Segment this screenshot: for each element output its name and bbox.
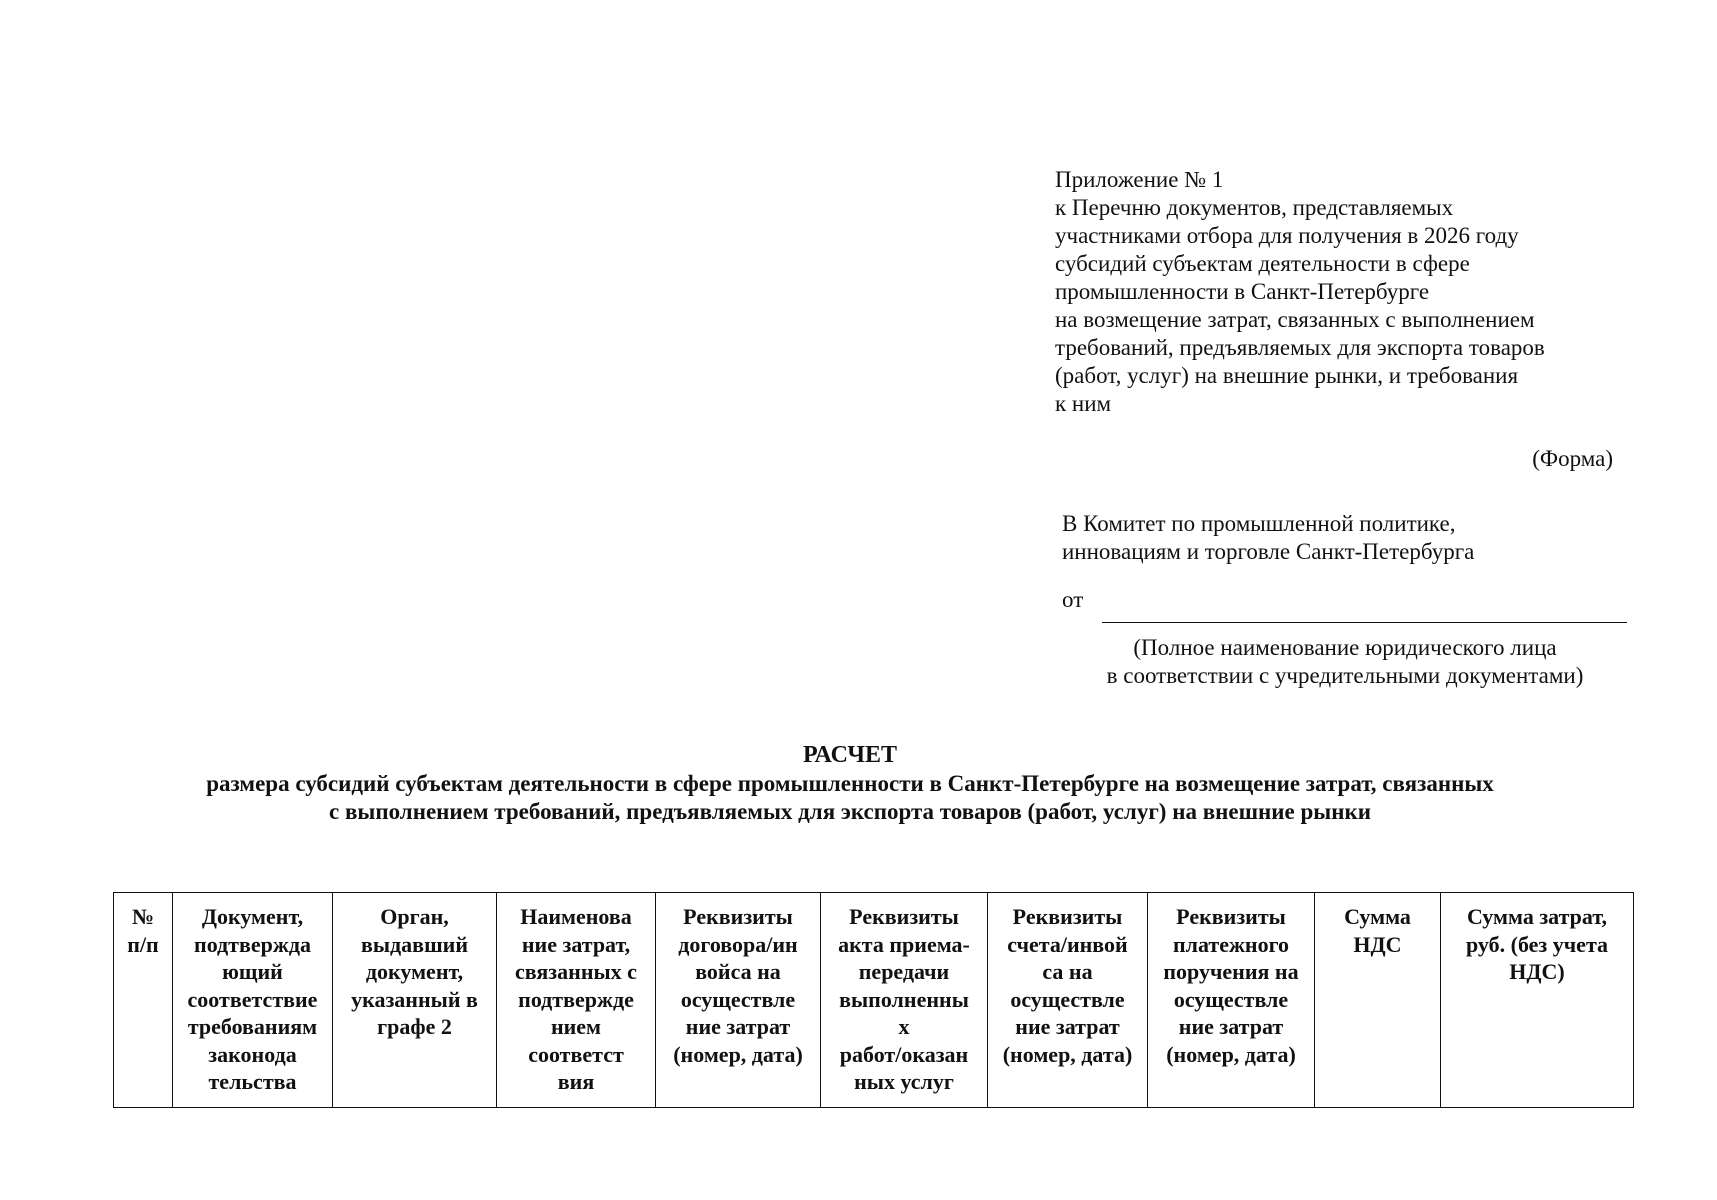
header-cell-cost-name: Наименова ние затрат, связанных с подтвержде нием соответст вия — [497, 893, 656, 1108]
calc-subtitle — [0, 770, 1700, 826]
header-cell-contract-details: Реквизиты договора/ин войса на осуществле ние затрат (номер, дата) — [656, 893, 821, 1108]
appendix-line: Приложение № 1 — [1055, 167, 1224, 192]
addressee-line: В Комитет по промышленной политике, — [1062, 511, 1456, 536]
appendix-line: субсидий субъектам деятельности в сфере — [1055, 251, 1470, 276]
from-blank-line — [1102, 622, 1627, 623]
appendix-line: к ним — [1055, 391, 1112, 416]
calc-subtitle-line: с выполнением требований, предъявляемых для экспорта товаров (работ, услуг) на внешние рынки — [329, 799, 1371, 824]
header-cell-payment-order: Реквизиты платежного поручения на осуществле ние затрат (номер, дата) — [1148, 893, 1315, 1108]
addressee-line: инновациям и торговле Санкт-Петербурга — [1062, 539, 1475, 564]
appendix-line: на возмещение затрат, связанных с выполнением — [1055, 307, 1535, 332]
header-cell-number: № п/п — [114, 893, 173, 1108]
calc-subtitle-line: размера субсидий субъектам деятельности в сфере промышленности в Санкт-Петербурге на возмещение затрат, связанных — [206, 771, 1494, 796]
header-cell-cost-amount: Сумма затрат, руб. (без учета НДС) — [1441, 893, 1634, 1108]
appendix-line: участниками отбора для получения в 2026 году — [1055, 223, 1519, 248]
header-cell-issuing-body: Орган, выдавший документ, указанный в графе 2 — [333, 893, 497, 1108]
addressee-block — [1062, 510, 1662, 566]
header-cell-vat-amount: Сумма НДС — [1315, 893, 1441, 1108]
appendix-line: требований, предъявляемых для экспорта товаров — [1055, 335, 1545, 360]
appendix-line: промышленности в Санкт-Петербурге — [1055, 279, 1430, 304]
header-cell-document: Документ, подтвержда ющий соответствие требованиям законода тельства — [173, 893, 333, 1108]
from-caption-line: в соответствии с учредительными документами) — [1106, 663, 1584, 688]
calculation-table — [113, 892, 1634, 1108]
from-field — [1062, 586, 1627, 614]
table-header-row — [114, 893, 1634, 1108]
appendix-line: (работ, услуг) на внешние рынки, и требования — [1055, 363, 1519, 388]
header-cell-invoice-details: Реквизиты счета/инвой са на осуществле ние затрат (номер, дата) — [988, 893, 1148, 1108]
from-caption — [1060, 634, 1630, 690]
appendix-line: к Перечню документов, представляемых — [1055, 195, 1454, 220]
from-label: от — [1062, 587, 1084, 612]
calc-title: РАСЧЕТ — [802, 742, 898, 768]
from-caption-line: (Полное наименование юридического лица — [1133, 635, 1557, 660]
appendix-header — [1055, 166, 1675, 418]
header-cell-acceptance-act: Реквизиты акта приема- передачи выполненны х работ/оказан ных услуг — [821, 893, 988, 1108]
form-label: (Форма) — [1532, 446, 1613, 471]
